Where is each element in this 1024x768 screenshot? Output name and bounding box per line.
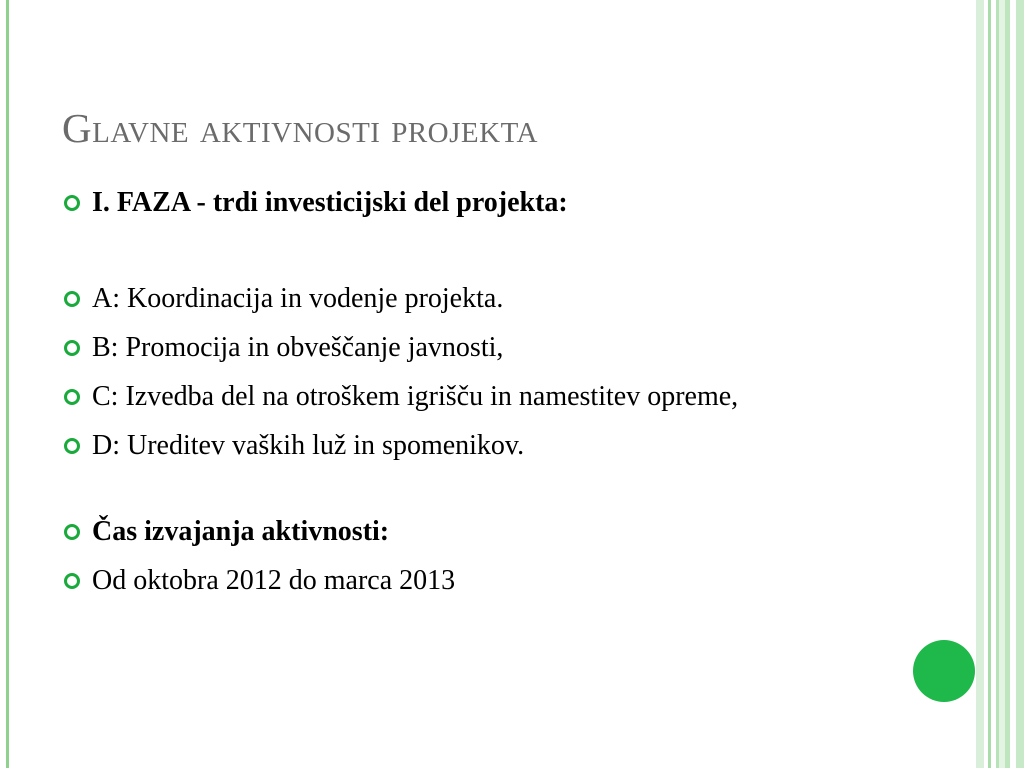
stripe (976, 0, 984, 768)
ring-bullet-icon (64, 389, 80, 405)
stripe (1016, 0, 1024, 768)
bullet-item-d (64, 429, 884, 463)
bullet-text: Čas izvajanja aktivnosti: (92, 516, 390, 547)
ring-bullet-icon (64, 524, 80, 540)
bullet-item-phase (64, 186, 884, 220)
bullet-item-a (64, 282, 884, 316)
ring-bullet-icon (64, 438, 80, 454)
bullet-item-time-range (64, 564, 884, 598)
bullet-item-c (64, 380, 884, 414)
bullet-item-b (64, 331, 884, 365)
ring-bullet-icon (64, 291, 80, 307)
bullet-list (64, 186, 884, 598)
bullet-text: A: Koordinacija in vodenje projekta. (92, 283, 504, 314)
green-circle-decoration (913, 640, 975, 702)
bullet-text: C: Izvedba del na otroškem igrišču in namestitev opreme, (92, 381, 739, 412)
bullet-text: B: Promocija in obveščanje javnosti, (92, 332, 504, 363)
bullet-text: D: Ureditev vaških luž in spomenikov. (92, 430, 525, 461)
slide-title: Glavne aktivnosti projekta (62, 105, 538, 151)
ring-bullet-icon (64, 573, 80, 589)
left-border-line (6, 0, 9, 768)
ring-bullet-icon (64, 340, 80, 356)
bullet-text: Od oktobra 2012 do marca 2013 (92, 565, 456, 596)
bullet-text: I. FAZA - trdi investicijski del projekta: (92, 187, 568, 218)
bullet-item-time-heading (64, 515, 884, 549)
right-decorative-stripes (976, 0, 1024, 768)
ring-bullet-icon (64, 195, 80, 211)
